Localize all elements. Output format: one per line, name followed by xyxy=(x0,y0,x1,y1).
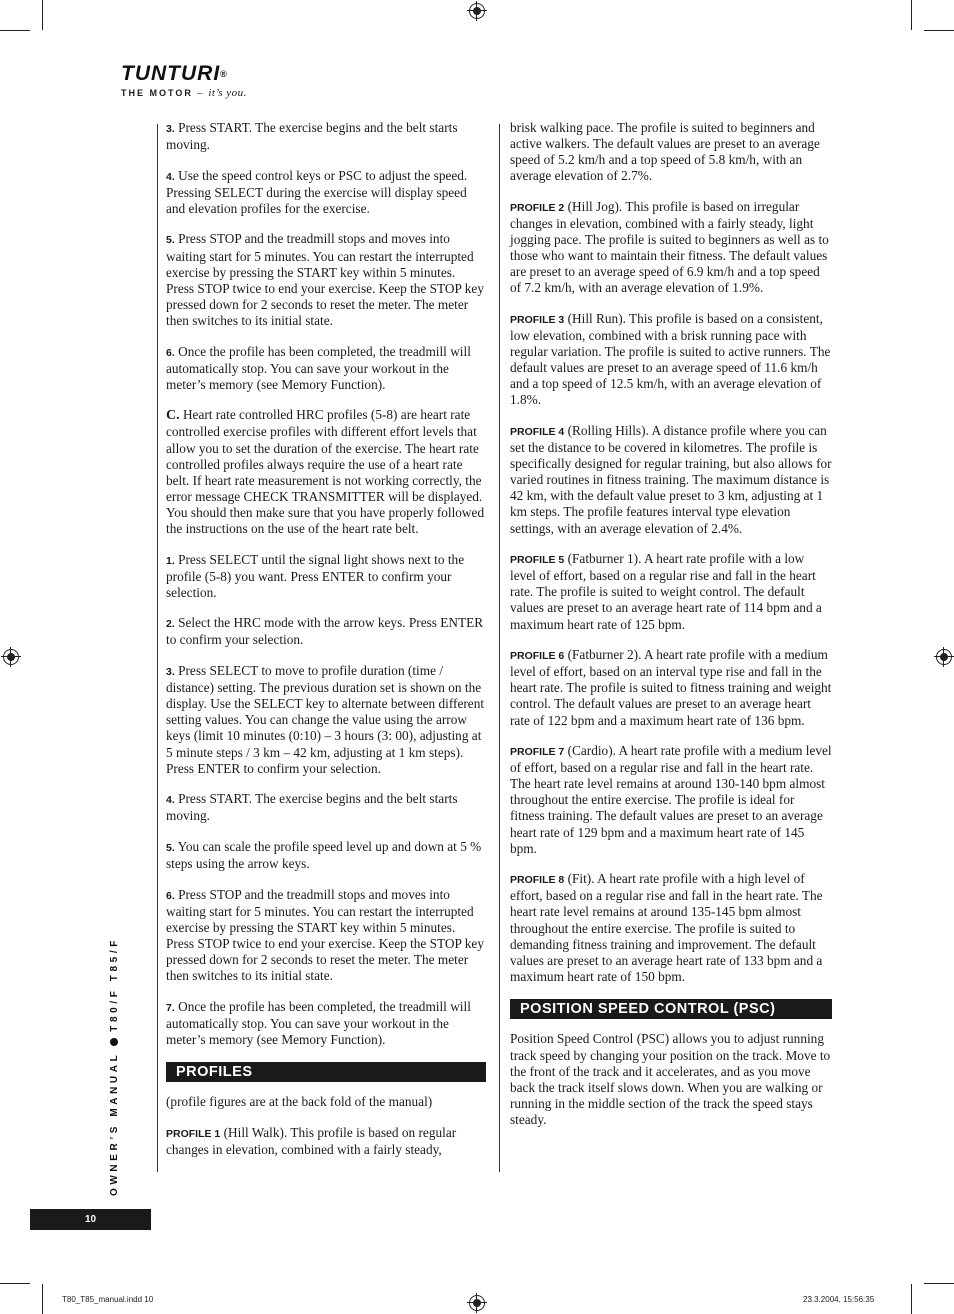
step-paragraph xyxy=(166,839,486,872)
section-c-paragraph xyxy=(166,407,486,537)
crop-mark xyxy=(924,1283,954,1284)
tagline-dash: – xyxy=(192,87,209,99)
page-number: 10 xyxy=(30,1209,151,1230)
step-number: 3. xyxy=(166,666,175,679)
profile-label: PROFILE 5 xyxy=(510,554,565,567)
step-text: Press SELECT to move to profile duration (time / distance) setting. The previous duration set is shown on the display. Use the SELECT key to alternate between different setting values. You can change the value using the arrow keys (limit 10 minutes (0:10) – 3 hours (3: 00), adjusting at 5 minute steps / 3 km – 42 km, adjusting at 1 km steps). Press ENTER to confirm your selection. xyxy=(166,663,485,776)
step-number: 4. xyxy=(166,170,175,183)
crop-mark xyxy=(911,0,912,30)
tagline-caps: THE MOTOR xyxy=(121,88,193,98)
profile-label: PROFILE 6 xyxy=(510,650,565,663)
step-text: You can scale the profile speed level up and down at 5 % steps using the arrow keys. xyxy=(166,838,482,871)
step-paragraph xyxy=(166,887,486,985)
step-text: Press SELECT until the signal light shows next to the profile (5-8) you want. Press ENTER to confirm your selection. xyxy=(166,551,465,600)
step-paragraph xyxy=(166,663,486,777)
profile-text: (Hill Run). This profile is based on a consistent, low elevation, combined with a brisk running pace with regular variation. The profile is suited to active runners. The default values are preset to an average speed of 11.6 km/h and a top speed of 12.5 km/h, with an average elevation of 1.8%. xyxy=(510,310,831,408)
step-paragraph xyxy=(166,231,486,329)
profile-text: (Rolling Hills). A distance profile where you can set the distance to be covered in kilometres. The profile is specifically designed for regular training, but also allows for varied routines in fitness training. The maximum distance is 42 km, with the default value preset to 3 km, adjusting at 1 km steps. The profile features interval type elevation settings, with an average elevation of 2.4%. xyxy=(510,423,832,536)
profile-text: (Hill Jog). This profile is based on irregular changes in elevation, combined with a fairly steady, light jogging pace. The profile is suited to beginners as well as to those who want to maintain their fitness. The default values are preset to an average speed of 6.9 km/h and a top speed of 7.2 km/h, with an average elevation of 1.9%. xyxy=(510,198,829,296)
profile-6-paragraph xyxy=(510,647,832,728)
step-text: Once the profile has been completed, the treadmill will automatically stop. You can save your workout in the meter’s memory (see Memory Function). xyxy=(166,998,471,1047)
profile-label: PROFILE 3 xyxy=(510,313,565,326)
crop-mark xyxy=(0,1283,30,1284)
profile-4-paragraph xyxy=(510,423,832,537)
psc-paragraph: Position Speed Control (PSC) allows you to adjust running track speed by changing your position on the track. Move to the front of the track and it accelerates, and as you move back the track itself slows down. When you are walking or running in the middle section of the track the speed stays steady. xyxy=(510,1031,831,1127)
crop-mark xyxy=(0,30,30,31)
registration-mark-icon xyxy=(469,1295,485,1311)
step-paragraph xyxy=(166,615,486,648)
section-text: Heart rate controlled HRC profiles (5-8) are heart rate controlled exercise profiles with different effort levels that allow you to set the duration of the exercise. The heart rate controlled profiles always require the use of a heart rate belt. If heart rate measurement is not working correctly, the error message CHECK TRANSMITTER will be displayed. You should then make sure that you have properly followed the instructions on the use of the heart rate belt. xyxy=(166,407,485,536)
slug-file: T80_T85_manual.indd 10 xyxy=(62,1295,154,1304)
profile-label: PROFILE 7 xyxy=(510,746,565,759)
profile-text: (Hill Walk). This profile is based on regular changes in elevation, combined with a fairly steady, xyxy=(166,1125,457,1158)
profiles-heading: PROFILES xyxy=(166,1062,486,1082)
profile-3-paragraph xyxy=(510,311,832,409)
profile-8-paragraph xyxy=(510,871,832,985)
profile-text: (Fit). A heart rate profile with a high level of effort, based on a regular rise and fall in the heart rate. The heart rate level remains at around 135-145 bpm almost throughout the entire exercise. The profile is suited to demanding fitness training and improvement. The default values are preset to an average heart rate of 133 bpm and a maximum heart rate of 150 bpm. xyxy=(510,871,823,984)
profile-5-paragraph xyxy=(510,551,832,632)
crop-mark xyxy=(911,1284,912,1314)
model-label: T80/F T85/F xyxy=(109,937,120,1032)
column-divider xyxy=(499,124,500,1172)
manual-label: OWNER’S MANUAL xyxy=(109,1051,120,1196)
profile-label: PROFILE 2 xyxy=(510,201,565,214)
step-text: Select the HRC mode with the arrow keys. Press ENTER to confirm your selection. xyxy=(166,615,484,648)
profile-1-paragraph xyxy=(166,1125,486,1158)
step-paragraph xyxy=(166,791,486,824)
margin-rule xyxy=(157,124,158,1172)
brand-tagline xyxy=(121,86,247,100)
psc-heading: POSITION SPEED CONTROL (PSC) xyxy=(510,999,832,1019)
profile-text: (Fatburner 2). A heart rate profile with a medium level of effort, based on an interval type rise and fall in the heart rate. The profile is suited to fitness training and weight control. The default values are preset to an average heart rate of 122 bpm and a maximum heart rate of 136 bpm. xyxy=(510,647,832,728)
step-number: 7. xyxy=(166,1001,175,1014)
step-paragraph xyxy=(166,999,486,1048)
step-text: Press STOP and the treadmill stops and moves into waiting start for 5 minutes. You can restart the interrupted exercise by pressing the START key within 5 minutes. Press STOP twice to end your exercise. Keep the STOP key pressed down for 2 seconds to reset the meter. The meter then switches to its initial state. xyxy=(166,886,484,984)
step-number: 5. xyxy=(166,234,175,247)
registration-mark-icon xyxy=(936,649,952,665)
step-number: 6. xyxy=(166,889,175,902)
step-number: 3. xyxy=(166,123,175,135)
profile-label: PROFILE 1 xyxy=(166,1128,221,1140)
registered-mark: ® xyxy=(220,69,228,79)
section-letter: C. xyxy=(166,408,180,424)
step-number: 1. xyxy=(166,554,175,567)
step-paragraph xyxy=(166,552,486,601)
profile-label: PROFILE 4 xyxy=(510,426,565,438)
step-number: 2. xyxy=(166,618,175,631)
crop-mark xyxy=(42,1284,43,1314)
step-number: 5. xyxy=(166,841,175,854)
step-text: Press START. The exercise begins and the belt starts moving. xyxy=(166,120,458,153)
profiles-note: (profile figures are at the back fold of the manual) xyxy=(166,1094,433,1110)
registration-mark-icon xyxy=(3,649,19,665)
profile-text: (Cardio). A heart rate profile with a medium level of effort, based on a regular rise and fall in the heart rate. The heart rate level remains at around 130-140 bpm almost throughout the entire exercise. The profile is ideal for fitness training. The default values are preset to an average heart rate of 129 bpm and a maximum heart rate of 145 bpm. xyxy=(510,743,832,856)
brand-logo xyxy=(121,62,247,100)
brand-name: TUNTURI xyxy=(121,62,221,85)
step-text: Once the profile has been completed, the treadmill will automatically stop. You can save your workout in the meter’s memory (see Memory Function). xyxy=(166,343,471,392)
registration-mark-icon xyxy=(469,3,485,19)
step-paragraph xyxy=(166,120,486,153)
crop-mark xyxy=(924,30,954,31)
step-text: Press STOP and the treadmill stops and moves into waiting start for 5 minutes. You can restart the interrupted exercise by pressing the START key within 5 minutes. Press STOP twice to end your exercise. Keep the STOP key pressed down for 2 seconds to reset the meter. The meter then switches to its initial state. xyxy=(166,231,484,328)
step-text: Use the speed control keys or PSC to adjust the speed. Pressing SELECT during the exercise will display speed and elevation profiles for the exercise. xyxy=(166,167,468,216)
profile-text: (Fatburner 1). A heart rate profile with a low level of effort, based on a regular rise and fall in the heart rate. The profile is suited to weight control. The default values are preset to an average heart rate of 114 bpm and a maximum heart rate of 125 bpm. xyxy=(510,551,822,632)
step-paragraph xyxy=(166,344,486,393)
step-number: 4. xyxy=(166,794,175,807)
crop-mark xyxy=(42,0,43,30)
left-column xyxy=(166,120,486,1173)
step-text: Press START. The exercise begins and the belt starts moving. xyxy=(166,791,458,824)
profile-1-continuation: brisk walking pace. The profile is suited to beginners and active walkers. The default values are preset to an average speed of 5.2 km/h and a top speed of 5.8 km/h, with an average elevation of 2.7%. xyxy=(510,120,820,184)
profile-2-paragraph xyxy=(510,199,832,297)
slug-date: 23.3.2004, 15:56:35 xyxy=(803,1295,875,1304)
profile-7-paragraph xyxy=(510,743,832,857)
bullet-icon xyxy=(110,1038,118,1046)
step-paragraph xyxy=(166,168,486,217)
step-number: 6. xyxy=(166,346,175,359)
tagline-script: it’s you. xyxy=(208,87,247,99)
manual-sidebar-label xyxy=(109,937,120,1196)
right-column xyxy=(510,120,832,1142)
profile-label: PROFILE 8 xyxy=(510,874,565,887)
